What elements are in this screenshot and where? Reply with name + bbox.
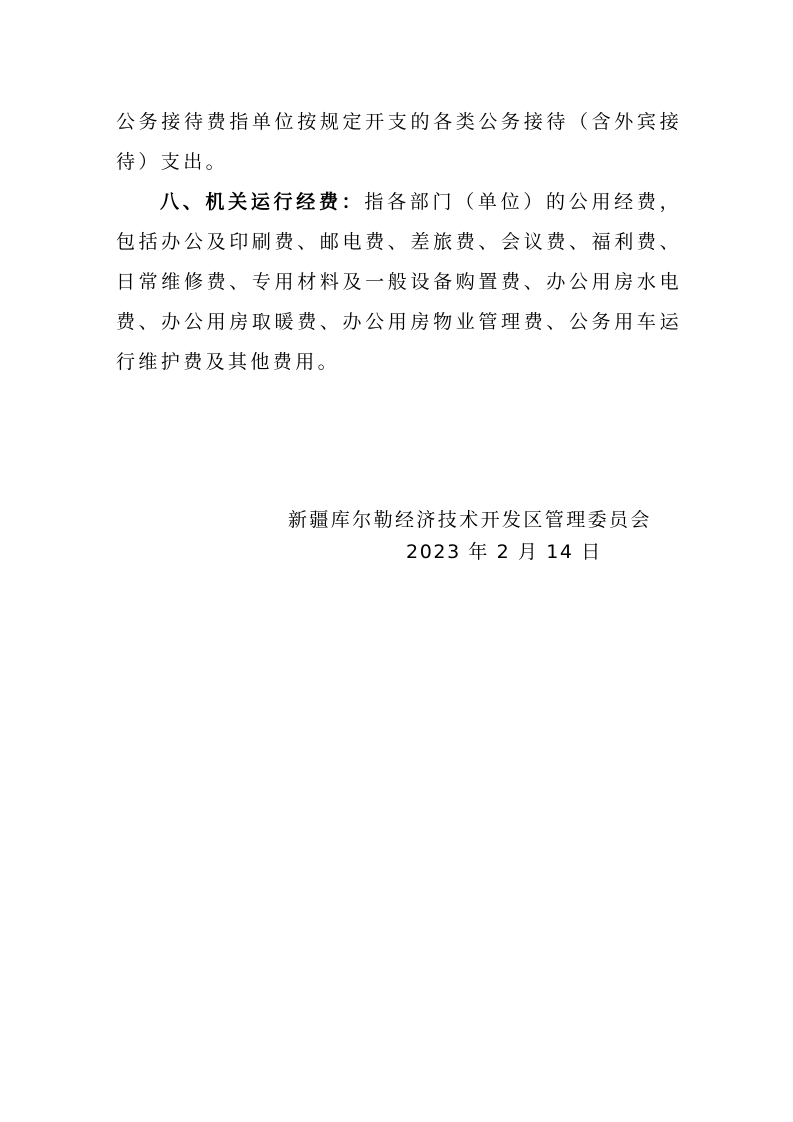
signature-date: 2023 年 2 月 14 日 (406, 541, 602, 563)
section-heading-operating-expenses: 八、机关运行经费： (160, 191, 365, 213)
signature-organization: 新疆库尔勒经济技术开发区管理委员会 (288, 509, 652, 531)
section-body-operating-expenses: 指各部门（单位）的公用经费，包括办公及印刷费、邮电费、差旅费、会议费、福利费、日常维修费、专用材料及一般设备购置费、办公用房水电费、办公用房取暖费、办公用房物业管理费、公务用车运行维护费及其他费用。 (116, 191, 682, 373)
paragraph-operating-expenses (116, 182, 682, 382)
paragraph-reception-expenses: 公务接待费指单位按规定开支的各类公务接待（含外宾接待）支出。 (116, 111, 682, 173)
